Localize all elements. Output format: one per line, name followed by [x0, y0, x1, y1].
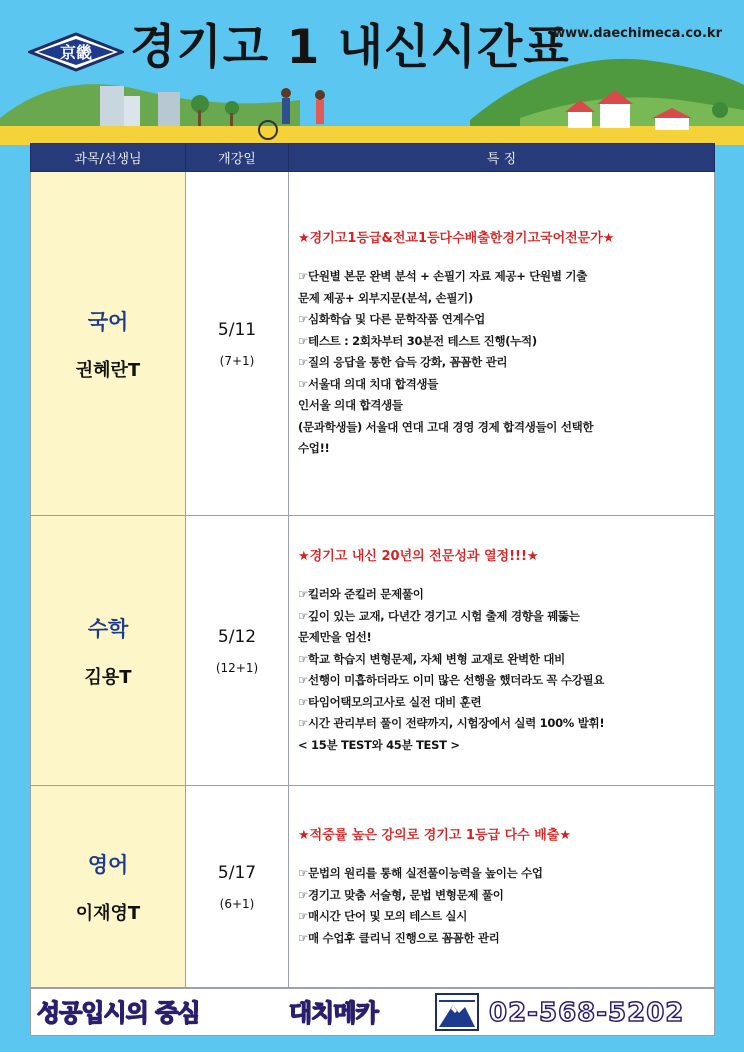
feature-line: ☞선행이 미흡하더라도 이미 많은 선행을 했더라도 꼭 수강필요	[298, 673, 605, 687]
table-row-english	[31, 786, 715, 988]
feature-line: 수업!!	[298, 441, 330, 456]
footer-banner	[30, 988, 715, 1036]
table-header-row	[31, 144, 715, 172]
table-row-korean	[31, 172, 715, 516]
teacher-name: 권혜란T	[75, 359, 141, 381]
feature-line: 문제 제공+ 외부지문(분석, 손필기)	[298, 290, 473, 305]
start-date: 5/17	[217, 862, 257, 883]
subject-cell	[31, 786, 186, 988]
feature-line: ☞경기고 맞춤 서술형, 문법 변형문제 풀이	[298, 887, 504, 902]
feature-line: ☞타임어택모의고사로 실전 대비 훈련	[298, 694, 482, 709]
teacher-name: 이재영T	[75, 902, 141, 924]
mountain-logo-icon	[435, 993, 479, 1031]
logo-text: 京畿	[59, 43, 93, 62]
column-header-features: 특 징	[289, 144, 715, 172]
header-banner	[0, 0, 744, 145]
feature-headline: ★경기고1등급&전교1등다수배출한경기고국어전문가★	[298, 231, 615, 247]
date-cell	[186, 786, 289, 988]
website-url[interactable]: www.daechimeca.co.kr	[553, 26, 722, 41]
feature-line: (문과학생들) 서울대 연대 고대 경영 경제 합격생들이 선택한	[298, 419, 594, 434]
teacher-name: 김용T	[84, 666, 132, 688]
table-row-math	[31, 516, 715, 786]
footer-phone[interactable]: 02-568-5202	[489, 998, 685, 1028]
feature-line: ☞질의 응답을 통한 습득 강화, 꼼꼼한 관리	[298, 355, 508, 370]
footer-brand: 대치메카	[289, 999, 378, 1027]
features-cell	[289, 786, 715, 988]
feature-line: ☞문법의 원리를 통해 실전풀이능력을 높이는 수업	[298, 866, 543, 880]
features-cell	[289, 516, 715, 786]
kyunggi-logo	[28, 32, 124, 72]
subject-name: 국어	[87, 309, 129, 334]
subject-cell	[31, 516, 186, 786]
feature-line: ☞시간 관리부터 풀이 전략까지, 시험장에서 실력 100% 발휘!	[298, 716, 605, 730]
features-cell	[289, 172, 715, 516]
feature-line: 문제만을 엄선!	[298, 630, 372, 644]
feature-line: ☞학교 학습지 변형문제, 자체 변형 교재로 완벽한 대비	[298, 651, 565, 666]
feature-line: ☞매 수업후 클리닉 진행으로 꼼꼼한 관리	[298, 930, 500, 945]
feature-line: ☞깊이 있는 교재, 다년간 경기고 시험 출제 경향을 꿰뚫는	[298, 608, 580, 623]
footer-slogan: 성공입시의 중심	[37, 999, 200, 1027]
feature-line: < 15분 TEST와 45분 TEST >	[298, 737, 460, 752]
feature-line: ☞단원별 본문 완벽 분석 + 손필기 자료 제공+ 단원별 기출	[298, 269, 588, 284]
session-count: (12+1)	[215, 660, 259, 675]
schedule-table	[30, 143, 715, 988]
column-header-subject: 과목/선생님	[31, 144, 186, 172]
session-count: (6+1)	[219, 896, 255, 911]
column-header-start-date: 개강일	[186, 144, 289, 172]
feature-headline: ★적중률 높은 강의로 경기고 1등급 다수 배출★	[298, 828, 571, 843]
feature-line: 인서울 의대 합격생들	[298, 398, 403, 413]
feature-line: ☞서울대 의대 치대 합격생들	[298, 376, 439, 391]
feature-line: ☞매시간 단어 및 모의 테스트 실시	[298, 909, 468, 923]
session-count: (7+1)	[219, 353, 255, 368]
subject-cell	[31, 172, 186, 516]
feature-line: ☞킬러와 준킬러 문제풀이	[298, 587, 424, 601]
start-date: 5/12	[217, 626, 257, 647]
feature-line: ☞심화학습 및 다른 문학작품 연계수업	[298, 312, 485, 327]
feature-headline: ★경기고 내신 20년의 전문성과 열정!!!★	[298, 549, 539, 564]
subject-name: 영어	[87, 852, 129, 877]
page-title: 경기고 1 내신시간표	[130, 20, 570, 75]
start-date: 5/11	[217, 319, 257, 340]
feature-line: ☞테스트 : 2회차부터 30분전 테스트 진행(누적)	[298, 333, 537, 348]
date-cell	[186, 172, 289, 516]
date-cell	[186, 516, 289, 786]
subject-name: 수학	[87, 616, 129, 641]
